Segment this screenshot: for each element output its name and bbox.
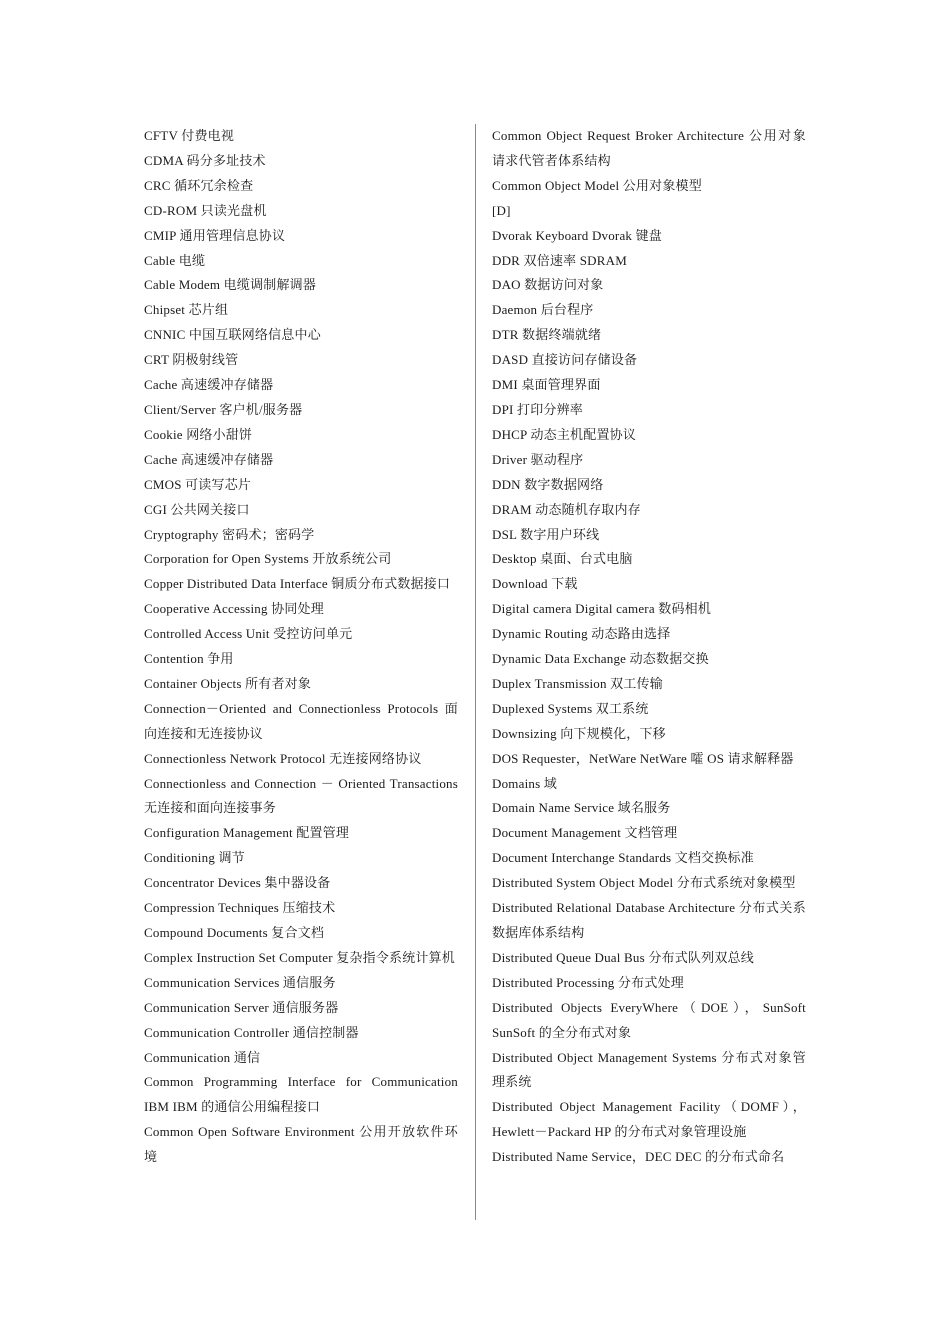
glossary-entry: Communication Controller 通信控制器 — [144, 1024, 359, 1040]
glossary-entry: Controlled Access Unit 受控访问单元 — [144, 626, 353, 642]
glossary-entry: Cache 高速缓冲存储器 — [144, 451, 274, 467]
glossary-entry: Download 下载 — [492, 576, 578, 592]
glossary-entry: Contention 争用 — [144, 651, 234, 667]
glossary-entry: Distributed System Object Model 分布式系统对象模型 — [492, 875, 796, 891]
glossary-entry: Common Object Request Broker Architecture 公用对象请求代管者体系结构 — [492, 128, 806, 168]
glossary-entry: Dvorak Keyboard Dvorak 键盘 — [492, 227, 662, 243]
glossary-entry: Communication Services 通信服务 — [144, 974, 336, 990]
glossary-entry: Corporation for Open Systems 开放系统公司 — [144, 551, 392, 567]
glossary-entry: Common Object Model 公用对象模型 — [492, 177, 702, 193]
glossary-entry: Daemon 后台程序 — [492, 302, 594, 318]
glossary-entry: Connection－Oriented and Connectionless Protocols 面向连接和无连接协议 — [144, 700, 458, 741]
glossary-entry: Common Open Software Environment 公用开放软件环境 — [144, 1124, 458, 1165]
glossary-entry: Complex Instruction Set Computer 复杂指令系统计算机 — [144, 949, 455, 965]
glossary-entry: DMI 桌面管理界面 — [492, 377, 601, 393]
glossary-entry: Dynamic Routing 动态路由选择 — [492, 626, 671, 642]
glossary-entry: Compound Documents 复合文档 — [144, 925, 325, 940]
glossary-entry: Desktop 桌面、台式电脑 — [492, 551, 633, 567]
glossary-entry: Connectionless Network Protocol 无连接网络协议 — [144, 750, 422, 766]
glossary-entry: Driver 驱动程序 — [492, 451, 584, 467]
glossary-entry: CMIP 通用管理信息协议 — [144, 227, 286, 243]
glossary-entry: Dynamic Data Exchange 动态数据交换 — [492, 651, 709, 667]
glossary-entry: CNNIC 中国互联网络信息中心 — [144, 327, 321, 343]
glossary-entry: DDN 数字数据网络 — [492, 476, 604, 492]
glossary-entry: Distributed Processing 分布式处理 — [492, 974, 684, 990]
glossary-entry: Distributed Objects EveryWhere（DOE），SunSoft SunSoft 的全分布式对象 — [492, 999, 806, 1040]
glossary-entry: CD-ROM 只读光盘机 — [144, 202, 267, 218]
glossary-entry: Communication 通信 — [144, 1049, 261, 1065]
glossary-entry: [D] — [492, 202, 511, 218]
glossary-right-column — [492, 124, 806, 1170]
glossary-entry: Distributed Object Management Systems 分布式对象管理系统 — [492, 1049, 806, 1090]
glossary-entry: Digital camera Digital camera 数码相机 — [492, 601, 712, 617]
glossary-entry: Domain Name Service 域名服务 — [492, 800, 671, 816]
glossary-entry: DPI 打印分辨率 — [492, 401, 583, 417]
glossary-entry: Cryptography 密码术；密码学 — [144, 526, 315, 542]
glossary-entry: Duplexed Systems 双工系统 — [492, 700, 649, 716]
glossary-entry: Cache 高速缓冲存储器 — [144, 377, 274, 393]
glossary-entry: DDR 双倍速率 SDRAM — [492, 252, 627, 268]
glossary-entry: DASD 直接访问存储设备 — [492, 352, 638, 368]
glossary-entry: Cable Modem 电缆调制解调器 — [144, 277, 317, 293]
glossary-left-column — [144, 124, 458, 1170]
glossary-entry: Distributed Object Management Facility（DOMF），Hewlett－Packard HP 的分布式对象管理设施 — [492, 1099, 806, 1140]
glossary-entry: Document Interchange Standards 文档交换标准 — [492, 850, 754, 866]
glossary-entry: Document Management 文档管理 — [492, 825, 678, 841]
glossary-entry: DAO 数据访问对象 — [492, 277, 604, 293]
glossary-entry: Domains 域 — [492, 775, 557, 791]
glossary-entry: Duplex Transmission 双工传输 — [492, 675, 663, 691]
glossary-entry: Distributed Queue Dual Bus 分布式队列双总线 — [492, 949, 754, 965]
glossary-entry: DTR 数据终端就绪 — [492, 327, 602, 343]
glossary-entry: CDMA 码分多址技术 — [144, 152, 266, 168]
glossary-entry: Compression Techniques 压缩技术 — [144, 900, 336, 916]
glossary-entry: Common Programming Interface for Communication IBM IBM 的通信公用编程接口 — [144, 1074, 458, 1115]
glossary-entry: CRT 阴极射线管 — [144, 352, 239, 368]
glossary-entry: Copper Distributed Data Interface 铜质分布式数据接口 — [144, 576, 451, 592]
glossary-entry: Connectionless and Connection － Oriented Transactions 无连接和面向连接事务 — [144, 775, 458, 816]
glossary-entry: Distributed Name Service，DEC DEC 的分布式命名 — [492, 1149, 785, 1165]
glossary-entry: DRAM 动态随机存取内存 — [492, 501, 641, 517]
glossary-entry: DOS Requester，NetWare NetWare 嚯 OS 请求解释器 — [492, 750, 794, 766]
glossary-entry: Configuration Management 配置管理 — [144, 825, 350, 841]
glossary-entry: CGI 公共网关接口 — [144, 501, 250, 517]
glossary-entry: Container Objects 所有者对象 — [144, 675, 312, 691]
glossary-entry: CFTV 付费电视 — [144, 128, 235, 143]
glossary-entry: Downsizing 向下规模化，下移 — [492, 725, 666, 741]
glossary-entry: Distributed Relational Database Architecture 分布式关系数据库体系结构 — [492, 900, 806, 940]
column-divider — [475, 124, 476, 1220]
glossary-entry: DHCP 动态主机配置协议 — [492, 426, 637, 442]
glossary-entry: CMOS 可读写芯片 — [144, 476, 252, 492]
glossary-entry: Communication Server 通信服务器 — [144, 999, 339, 1015]
glossary-entry: Concentrator Devices 集中器设备 — [144, 875, 331, 891]
glossary-entry: Cookie 网络小甜饼 — [144, 426, 253, 442]
glossary-entry: Chipset 芯片组 — [144, 302, 229, 318]
glossary-entry: Conditioning 调节 — [144, 850, 245, 866]
glossary-entry: CRC 循环冗余检查 — [144, 177, 254, 193]
glossary-entry: Cooperative Accessing 协同处理 — [144, 601, 324, 617]
glossary-entry: DSL 数字用户环线 — [492, 526, 600, 542]
glossary-entry: Client/Server 客户机/服务器 — [144, 401, 303, 417]
glossary-entry: Cable 电缆 — [144, 252, 206, 268]
